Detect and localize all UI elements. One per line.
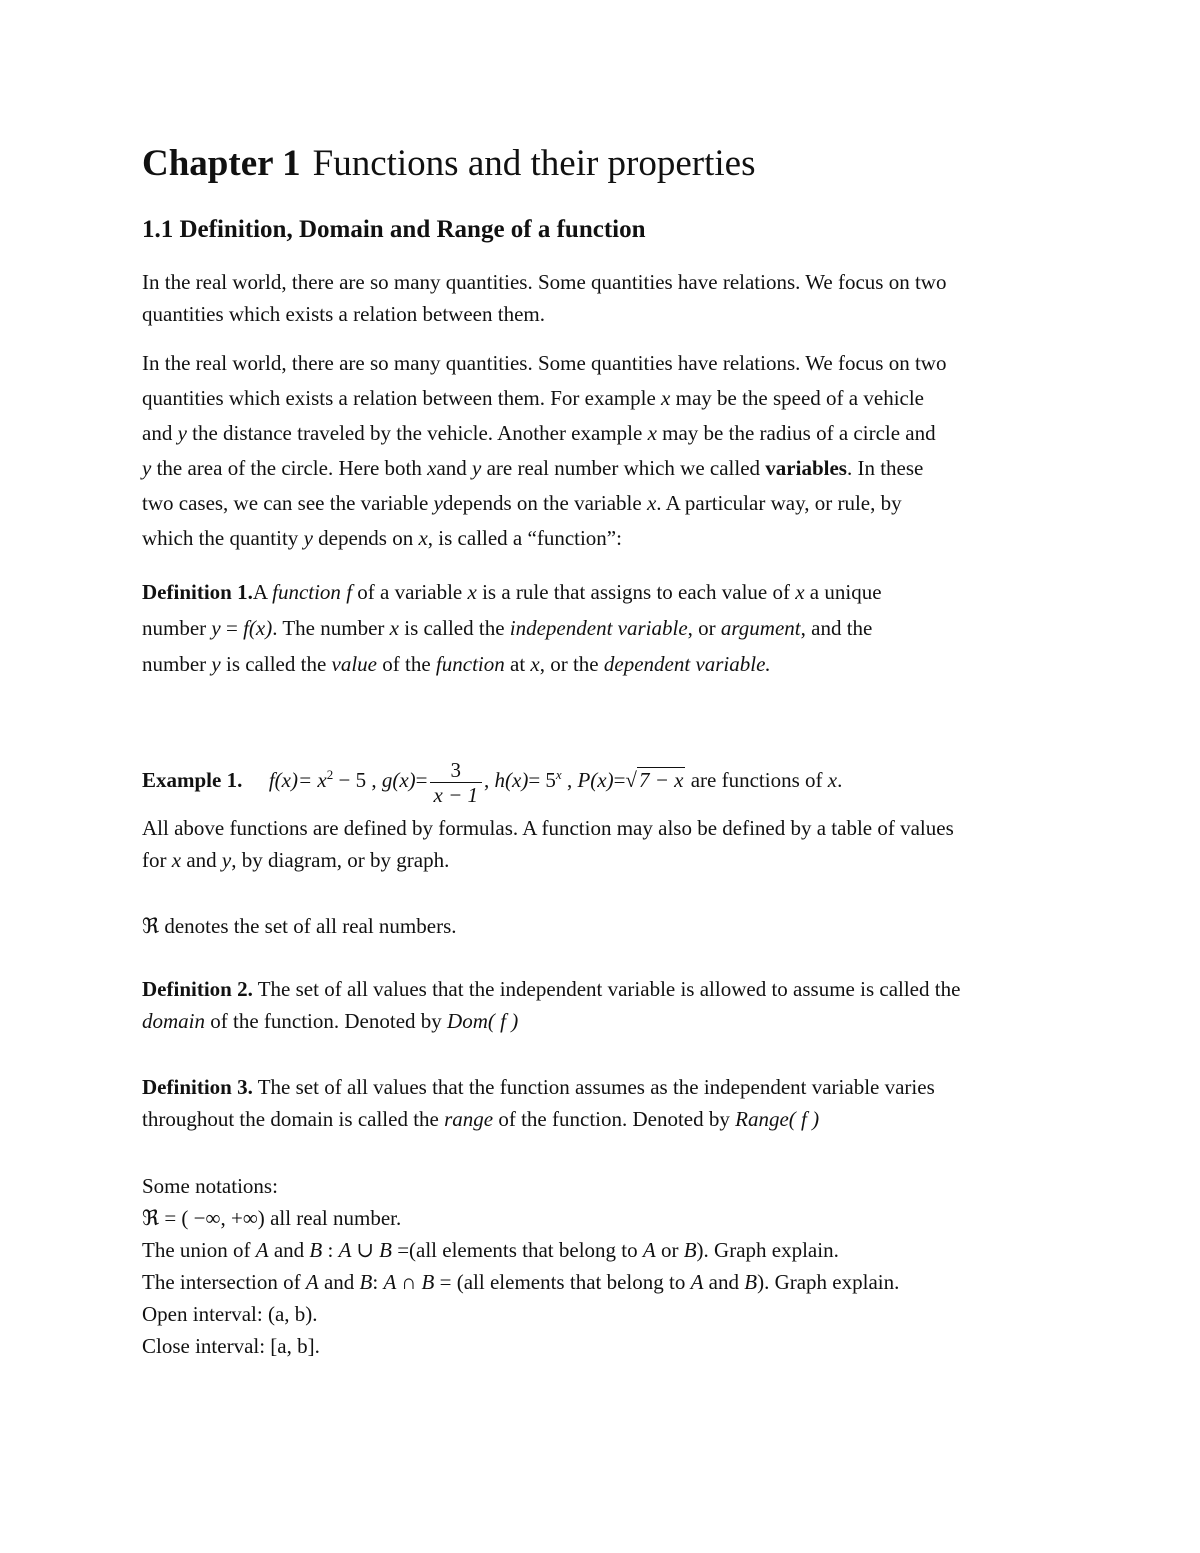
math-expr: A ∩ B — [383, 1270, 435, 1294]
math-var: A — [305, 1270, 319, 1294]
text: The intersection of — [142, 1270, 301, 1294]
text: of the — [382, 652, 431, 676]
text: is a rule that assigns to each value of — [482, 580, 790, 604]
math-var: x — [661, 386, 671, 410]
italic-term: value — [331, 652, 378, 676]
math-var: x — [646, 491, 657, 515]
math-var: B — [359, 1270, 373, 1294]
text: is called the — [225, 652, 327, 676]
math-exponent: x — [555, 767, 562, 782]
text: are real number which we called — [486, 456, 761, 480]
italic-term: dependent variable. — [603, 652, 771, 676]
text: , by diagram, or by graph. — [231, 848, 450, 872]
text: are functions of — [690, 768, 823, 792]
text: , is called a “function”: — [427, 526, 622, 550]
math-expr: − 5 , — [333, 768, 377, 792]
math-var: y — [211, 652, 221, 676]
math-var: B — [683, 1238, 697, 1262]
math-var: A — [642, 1238, 656, 1262]
intro-paragraph-2 — [142, 346, 1062, 556]
definition-3 — [142, 1071, 1062, 1135]
math-expr: = x — [298, 768, 327, 792]
text: of a variable — [357, 580, 463, 604]
text: , or the — [539, 652, 599, 676]
text-line: Close interval: [a, b]. — [142, 1334, 320, 1358]
math-var: y — [472, 456, 482, 480]
math-var: x — [427, 456, 437, 480]
math-expr: A ∪ B — [338, 1238, 392, 1262]
math-expr: = — [613, 768, 626, 792]
text: and — [323, 1270, 355, 1294]
after-example-paragraph — [142, 812, 1062, 876]
text: depends on the variable — [442, 491, 642, 515]
math-expr: , — [561, 768, 573, 792]
italic-term: function — [272, 580, 341, 604]
fraction-denominator: x − 1 — [430, 782, 483, 807]
italic-term: range — [444, 1107, 494, 1131]
text: of the function. Denoted by — [210, 1009, 442, 1033]
text-line: In the real world, there are so many quantities. Some quantities have relations. We focus on two — [142, 351, 947, 375]
text: may be the radius of a circle and — [662, 421, 936, 445]
text: ). Graph explain. — [757, 1270, 900, 1294]
math-exponent: 2 — [326, 767, 334, 782]
reals-note — [142, 910, 1062, 942]
math-var: f — [346, 580, 353, 604]
notation: Range( f ) — [735, 1107, 820, 1131]
radicand: 7 − x — [638, 768, 684, 792]
notations-heading: Some notations: — [142, 1174, 278, 1198]
text: the distance traveled by the vehicle. Another example — [192, 421, 643, 445]
math-expr: P(x) — [577, 768, 614, 792]
math-expr: h(x) — [494, 768, 529, 792]
text: : — [372, 1270, 379, 1294]
intro-paragraph-1 — [142, 266, 1062, 330]
italic-term: independent variable — [509, 616, 688, 640]
math-var: A — [690, 1270, 704, 1294]
text: : — [327, 1238, 334, 1262]
text: number — [142, 652, 207, 676]
math-var: x — [795, 580, 805, 604]
example-1 — [142, 752, 1142, 808]
definition-label: Definition 1. — [142, 580, 253, 604]
text: or — [660, 1238, 679, 1262]
math-expr: = — [415, 768, 428, 792]
text-line: Open interval: (a, b). — [142, 1302, 318, 1326]
math-var: y — [177, 421, 187, 445]
fraction — [430, 758, 483, 807]
math-var: y — [211, 616, 221, 640]
italic-term: argument — [720, 616, 801, 640]
italic-term: domain — [142, 1009, 205, 1033]
math-var: x — [467, 580, 477, 604]
text: . — [837, 768, 843, 792]
math-var: x — [418, 526, 428, 550]
text: all real number. — [270, 1206, 402, 1230]
text: = — [225, 616, 244, 640]
italic-term: function — [435, 652, 505, 676]
text: and — [708, 1270, 739, 1294]
chapter-number: Chapter 1 — [142, 143, 301, 184]
example-label: Example 1. — [142, 768, 243, 792]
text: and — [142, 421, 173, 445]
text: and — [186, 848, 217, 872]
section-heading: 1.1 Definition, Domain and Range of a function — [142, 216, 646, 243]
math-var: x — [171, 848, 182, 872]
fraction-numerator: 3 — [450, 757, 461, 782]
math-expr: , — [484, 768, 490, 792]
text: a unique — [809, 580, 882, 604]
math-expr: ℜ = ( −∞, +∞) — [142, 1206, 265, 1230]
notation: Dom( f ) — [447, 1009, 519, 1033]
text: the area of the circle. Here both — [156, 456, 422, 480]
definition-label: Definition 2. — [142, 977, 253, 1001]
math-var: y — [433, 491, 443, 515]
chapter-heading — [142, 140, 756, 188]
text: . The number — [272, 616, 385, 640]
text: is called the — [404, 616, 505, 640]
math-var: B — [309, 1238, 323, 1262]
text: and — [436, 456, 467, 480]
reals-symbol: ℜ — [142, 914, 160, 938]
text: , and the — [800, 616, 873, 640]
text: may be the speed of a vehicle — [675, 386, 924, 410]
math-var: B — [744, 1270, 758, 1294]
math-var: A — [255, 1238, 269, 1262]
text: at — [510, 652, 526, 676]
math-var: x — [389, 616, 399, 640]
text-line: In the real world, there are so many quantities. Some quantities have relations. We focus on two — [142, 270, 947, 294]
text: The set of all values that the function assumes as the independent variable varies — [257, 1075, 935, 1099]
text: , or — [687, 616, 716, 640]
text: =(all elements that belong to — [397, 1238, 638, 1262]
text: ). Graph explain. — [696, 1238, 839, 1262]
text: quantities which exists a relation between them. For example — [142, 386, 656, 410]
text: The union of — [142, 1238, 251, 1262]
text: = (all elements that belong to — [439, 1270, 686, 1294]
text: The set of all values that the independent variable is allowed to assume is called the — [257, 977, 961, 1001]
text: throughout the domain is called the — [142, 1107, 439, 1131]
text: for — [142, 848, 167, 872]
text: of the function. Denoted by — [498, 1107, 730, 1131]
math-expr: g(x) — [381, 768, 416, 792]
text: number — [142, 616, 207, 640]
text: and — [273, 1238, 305, 1262]
text: which the quantity — [142, 526, 299, 550]
math-expr: f(x) — [243, 616, 273, 640]
text: two cases, we can see the variable — [142, 491, 429, 515]
math-expr: f(x) — [268, 768, 298, 792]
radical-sign: √ — [625, 768, 637, 792]
definition-1 — [142, 574, 1062, 682]
text-line: quantities which exists a relation between them. — [142, 302, 545, 326]
text: . A particular way, or rule, by — [656, 491, 902, 515]
math-var: y — [221, 848, 232, 872]
text: . In these — [846, 456, 924, 480]
math-var: x — [827, 768, 838, 792]
math-var: x — [647, 421, 657, 445]
notations-block — [142, 1170, 1062, 1362]
math-var: x — [530, 652, 540, 676]
text: A — [252, 580, 273, 604]
bold-term: variables — [765, 456, 847, 480]
text: denotes the set of all real numbers. — [164, 914, 457, 938]
chapter-title: Functions and their properties — [312, 143, 756, 184]
text: depends on — [318, 526, 414, 550]
text-line: All above functions are defined by formulas. A function may also be defined by a table of values — [142, 816, 954, 840]
definition-label: Definition 3. — [142, 1075, 253, 1099]
square-root — [625, 752, 685, 808]
math-var: y — [303, 526, 313, 550]
math-var: y — [142, 456, 152, 480]
definition-2 — [142, 973, 1062, 1037]
math-expr: = 5 — [528, 768, 556, 792]
